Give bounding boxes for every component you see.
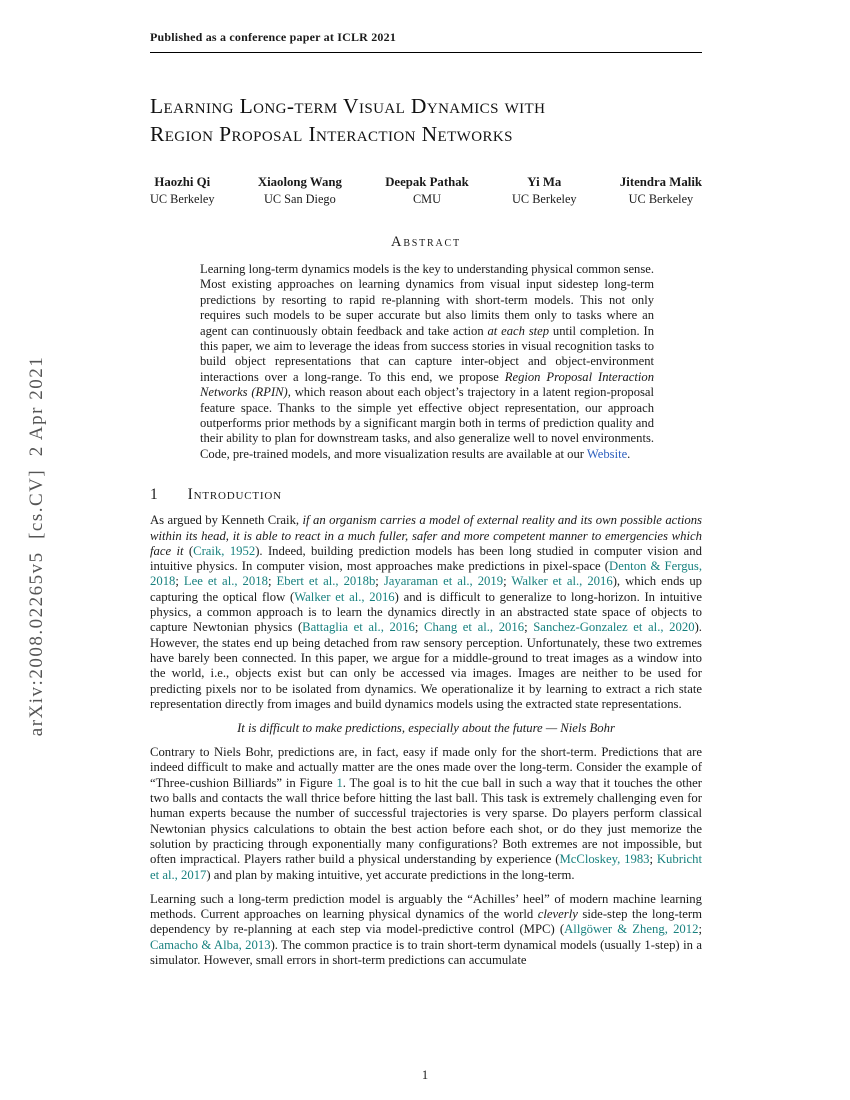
paper-title-line2: Region Proposal Interaction Networks: [150, 121, 513, 146]
author-name: Jitendra Malik: [619, 175, 702, 189]
author-name: Haozhi Qi: [154, 175, 211, 189]
conference-header: [150, 30, 702, 53]
external-link[interactable]: Website: [586, 446, 628, 461]
citation-link[interactable]: Walker et al., 2016: [294, 589, 395, 604]
section-title: Introduction: [187, 486, 282, 504]
author-affiliation: UC Berkeley: [628, 192, 694, 206]
author-3: [512, 175, 577, 207]
text-segment: cleverly: [537, 907, 578, 922]
text-segment: ;: [414, 620, 425, 635]
citation-link[interactable]: Jayaraman et al., 2019: [383, 574, 504, 589]
text-segment: ;: [524, 620, 534, 635]
text-segment: ) and plan by making intuitive, yet accurate predictions in the long-term.: [206, 867, 575, 882]
citation-link[interactable]: Ebert et al., 2018b: [276, 574, 376, 589]
abstract-heading: Abstract: [391, 234, 461, 250]
citation-link[interactable]: Camacho & Alba, 2013: [150, 937, 271, 952]
paper-page: [150, 0, 702, 968]
text-segment: ;: [267, 574, 277, 589]
text-segment: side-step the long-term dependency by re-planning at each step via model-predictive control (MPC) (: [150, 907, 702, 937]
citation-link[interactable]: 1: [336, 775, 343, 790]
author-1: [258, 175, 342, 207]
author-0: [150, 175, 215, 207]
citation-link[interactable]: Chang et al., 2016: [424, 620, 525, 635]
author-affiliation: UC Berkeley: [512, 192, 577, 206]
text-segment: ) and is difficult to generalize to long-horizon. In intuitive physics, a common approach is to learn the dynamics directly in an abstracted state space of objects to capture Newtonian physics (: [150, 589, 702, 635]
text-segment: ). Indeed, building prediction models has been long studied in computer vision and intuitive physics. In computer vision, most approaches make predictions in pixel-space (: [150, 543, 702, 574]
text-segment: if an organism carries a model of external reality and its own possible actions within its head, it is able to react in a much fuller, safer and more competent manner to emergencies which face it: [150, 513, 702, 558]
citation-link[interactable]: Allgöwer & Zheng, 2012: [564, 922, 699, 937]
abstract-text: [200, 262, 654, 462]
citation-link[interactable]: Craik, 1952: [193, 543, 256, 558]
paper-title: [150, 93, 702, 148]
text-segment: .: [627, 446, 631, 461]
text-segment: ), which ends up capturing the optical flow (: [150, 574, 703, 604]
intro-paragraph-2: [150, 745, 702, 883]
section-number: 1: [150, 486, 158, 504]
text-segment: (: [183, 543, 194, 558]
niels-bohr-quote: It is difficult to make predictions, especially about the future — Niels Bohr: [237, 721, 615, 736]
text-segment: As argued by Kenneth Craik,: [150, 513, 303, 528]
author-affiliation: UC San Diego: [264, 192, 336, 206]
text-segment: ;: [698, 922, 702, 937]
text-segment: Contrary to Niels Bohr, predictions are, in fact, easy if made only for the short-term. Predictions that are indeed difficult to make and actually matter are the ones made over the long-term. Consider the example of “Three-cushion Billiards” in Figure: [150, 745, 702, 790]
text-segment: ;: [375, 574, 384, 589]
text-segment: ;: [649, 852, 657, 867]
text-segment: until completion. In this paper, we aim to leverage the ideas from success stories in visual recognition tasks to build object representations that can capture inter-object and object-environment interactions over a long-range. To this end, we propose: [200, 323, 654, 384]
text-segment: at each step: [487, 323, 550, 338]
citation-link[interactable]: Sanchez-Gonzalez et al., 2020: [533, 620, 695, 635]
text-segment: . The goal is to hit the cue ball in such a way that it touches the other two balls and contacts the wall thrice before hitting the last ball. This task is extremely challenging even for human experts because the number of successful trajectories is very sparse. Do players perform classical Newtonian physics calculations to obtain the best action before each shot, or do they just memorize the solution by practicing through exponentially many configurations? Both extremes are not impossible, but often impractical. Players rather build a physical understanding by experience (: [150, 775, 703, 867]
author-2: [385, 175, 469, 207]
author-affiliation: UC Berkeley: [150, 192, 215, 206]
text-segment: ;: [175, 574, 184, 589]
intro-paragraph-3: [150, 892, 702, 968]
citation-link[interactable]: Denton & Fergus, 2018: [150, 559, 702, 589]
citation-link[interactable]: Lee et al., 2018: [183, 574, 268, 589]
citation-link[interactable]: McCloskey, 1983: [559, 852, 650, 867]
intro-paragraph-1: [150, 513, 702, 712]
text-segment: ). The common practice is to train short-term dynamical models (usually 1-step) in a simulator. However, small errors in short-term predictions can accumulate: [150, 937, 703, 967]
text-segment: Learning such a long-term prediction model is arguably the “Achilles’ heel” of modern machine learning methods. Current approaches on learning physical dynamics of the world: [150, 891, 702, 922]
citation-link[interactable]: Walker et al., 2016: [511, 574, 613, 589]
text-segment: Learning long-term dynamics models is the key to understanding physical common sense. Most existing approaches on learning dynamics from visual input sidestep long-term predictions by resorting to rapid re-planning with short-term models. This not only requires such models to be super accurate but also limits them only to tasks where an agent can continuously obtain feedback and take action: [200, 262, 654, 338]
author-affiliation: CMU: [412, 192, 441, 206]
author-name: Xiaolong Wang: [257, 175, 342, 189]
citation-link[interactable]: Kubricht et al., 2017: [150, 852, 702, 882]
conference-header-text: Published as a conference paper at ICLR 2021: [150, 30, 397, 44]
text-segment: , which reason about each object’s trajectory in a latent region-proposal feature space. Thanks to the simple yet effective object representation, our approach outperforms prior methods by a significant margin both in terms of prediction quality and their ability to plan for downstream tasks, and also generalize well to novel environments. Code, pre-trained models, and more visualization results are available at our: [200, 385, 655, 461]
author-block: [150, 175, 702, 207]
paper-title-line1: Learning Long-term Visual Dynamics with: [150, 94, 546, 118]
author-name: Deepak Pathak: [385, 175, 469, 189]
text-segment: Region Proposal Interaction Networks (RPIN): [200, 369, 654, 400]
arxiv-stamp: arXiv:2008.02265v5 [cs.CV] 2 Apr 2021: [26, 355, 47, 737]
citation-link[interactable]: Battaglia et al., 2016: [302, 620, 415, 635]
author-name: Yi Ma: [527, 175, 562, 189]
author-4: [620, 175, 702, 207]
text-segment: ). However, the states end up being detached from raw sensory perception. Unfortunately, these two extremes have barely been connected. In this paper, we argue for a middle-ground to treat images as a window into the world, i.e., objects exist but can only be accessed via images. Images are neither to be used for predicting pixels nor to be isolated from dynamics. We operationalize it by learning to extract a rich state representation directly from images and build dynamics models using the extracted state representations.: [150, 620, 702, 711]
page-number: 1: [421, 1068, 429, 1082]
section-heading-introduction: [150, 486, 702, 504]
text-segment: ;: [503, 574, 512, 589]
